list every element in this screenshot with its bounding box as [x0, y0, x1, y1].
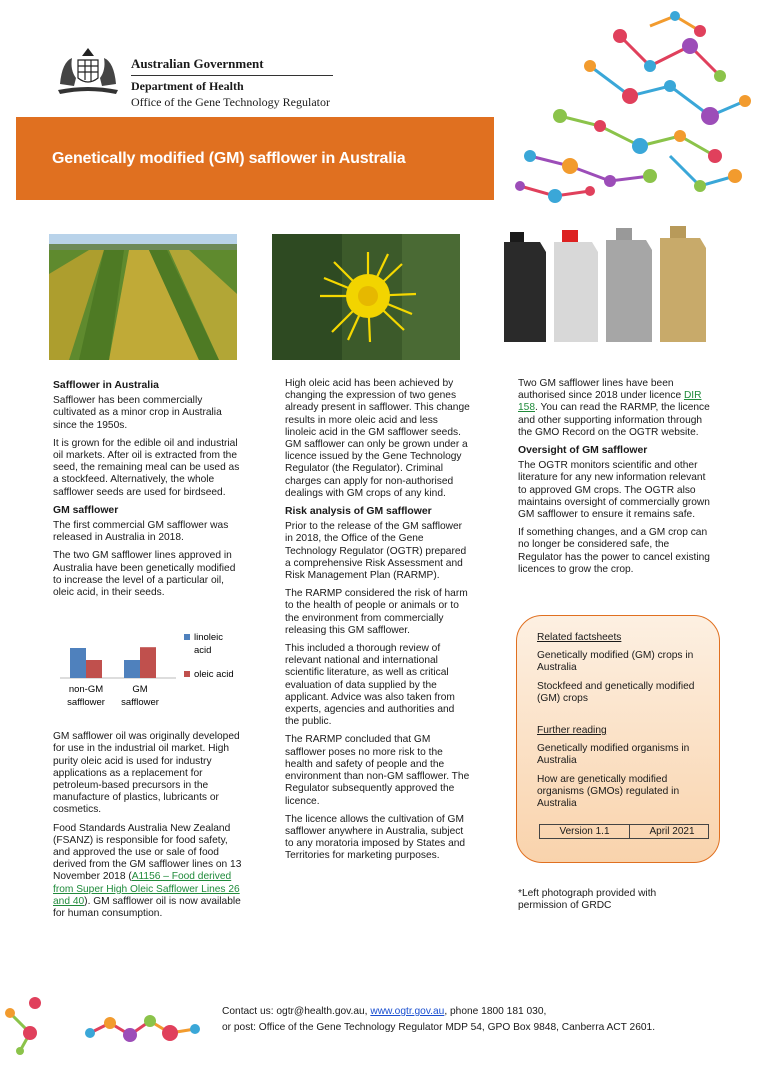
department-name: Department of Health: [131, 79, 244, 93]
related-factsheets-heading: Related factsheets: [537, 632, 622, 643]
paragraph: Safflower has been commercially cultivated as a minor crop in Australia since the 1950s.: [53, 395, 222, 431]
legend-label-oleic: oleic acid: [194, 669, 234, 680]
contact-footer: [222, 1004, 722, 1036]
heading-safflower-in-australia: Safflower in Australia: [53, 380, 159, 391]
paragraph: Prior to the release of the GM safflower in 2018, the Office of the Gene Technology Regulator (OGTR) prepared a comprehensive Risk Assessment and Risk Management Plan (RARMP).: [285, 521, 467, 582]
contact-line-1: Contact us: ogtr@health.gov.au, www.ogtr.gov.au, phone 1800 181 030,: [222, 1006, 547, 1017]
column-2: [285, 378, 471, 869]
paragraph: GM safflower oil was originally developed for use in the industrial oil market. High purity oleic acid is used for industry applications as a replacement for petroleum-based precursors in the manufacture of plastics, lubricants or cosmetics.: [53, 731, 240, 816]
paragraph: It is grown for the edible oil and industrial oil markets. After oil is extracted from the seed, the remaining meal can be used as a stockfeed. Alternatively, the whole safflower seeds are used for birdseed.: [53, 437, 240, 498]
government-title: Australian Government: [131, 56, 264, 71]
further-reading-link[interactable]: Genetically modified organisms in Australia: [537, 743, 690, 767]
version-info: [539, 824, 709, 839]
paragraph: The licence allows the cultivation of GM safflower anywhere in Australia, subject to any moratoria imposed by States and Territories for marketing purposes.: [285, 813, 466, 862]
paragraph: The RARMP concluded that GM safflower poses no more risk to the health and safety of people and the environment than non-GM safflower. The Regulator subsequently approved the licence.: [285, 734, 470, 807]
bar-linoleic-acid-0: [70, 648, 86, 678]
paragraph: High oleic acid has been achieved by changing the expression of two genes already present in safflower. This change results in more oleic acid and less linoleic acid in the GM safflower seeds. GM safflower can only be grown under a licence issued by the Gene Technology Regulator (the Regulator). Criminal charges can apply for non-authorised dealings with GM crops of any kind.: [285, 378, 470, 499]
version-label: Version 1.1: [540, 825, 630, 838]
safflower-flower-photo: [272, 234, 460, 360]
fsanz-a1156-link[interactable]: A1156 – Food derived from Super High Oleic Safflower Lines 26 and 40: [53, 871, 240, 907]
coat-of-arms-logo: [52, 44, 124, 100]
tick-label: safflower: [121, 697, 159, 708]
related-link[interactable]: Genetically modified (GM) crops in Australia: [537, 650, 694, 674]
office-name: Office of the Gene Technology Regulator: [131, 95, 330, 109]
tick-label: safflower: [67, 697, 105, 708]
paragraph: If something changes, and a GM crop can no longer be considered safe, the Regulator has the power to cancel existing licences to grow the crop.: [518, 527, 710, 575]
legend-swatch-linoleic: [184, 634, 190, 640]
safflower-field-photo: [49, 234, 237, 360]
molecule-graphic: [500, 6, 760, 216]
paragraph-licence: Two GM safflower lines have been authorised since 2018 under licence DIR 158. You can read the RARMP, the licence and other supporting information through the GMO Record on the OGTR website.: [518, 378, 710, 438]
oil-bottles-photo: [500, 222, 722, 348]
tick-label: non-GM: [68, 684, 104, 695]
contact-line-2: or post: Office of the Gene Technology Regulator MDP 54, GPO Box 9848, Canberra ACT 2601.: [222, 1022, 656, 1033]
page-title: Genetically modified (GM) safflower in Australia: [52, 150, 406, 167]
title-banner: [16, 117, 494, 200]
ogtr-website-link[interactable]: www.ogtr.gov.au: [370, 1006, 445, 1017]
paragraph: The first commercial GM safflower was released in Australia in 2018.: [53, 520, 229, 544]
header-divider: [131, 75, 333, 76]
bar-oleic-acid-1: [140, 647, 156, 678]
tick-label: GM: [132, 684, 148, 695]
related-link[interactable]: Stockfeed and genetically modified (GM) crops: [537, 680, 695, 704]
paragraph: The RARMP considered the risk of harm to the health of people or animals or to the environment from commercially releasing this GM safflower.: [285, 588, 468, 636]
legend-label-linoleic-2: acid: [194, 645, 212, 656]
government-identifier: [131, 56, 333, 110]
further-reading-link[interactable]: How are genetically modified organisms (GMOs) regulated in Australia: [537, 773, 680, 810]
oleic-acid-chart: [50, 628, 246, 714]
bar-oleic-acid-0: [86, 660, 102, 678]
paragraph-fsanz: Food Standards Australia New Zealand (FSANZ) is responsible for food safety, and approved the use or sale of food derived from the GM safflower lines on 13 November 2018 (A1156 – Food derived from Super High Oleic Safflower Lines 26 and 40). GM safflower oil is now available for human consumption.: [53, 822, 242, 920]
molecule-footer-graphic: [0, 993, 212, 1055]
further-reading-heading: Further reading: [537, 725, 607, 737]
heading-gm-safflower: GM safflower: [53, 504, 119, 516]
heading-oversight: Oversight of GM safflower: [518, 445, 648, 457]
bar-linoleic-acid-1: [124, 660, 140, 678]
heading-risk-analysis: Risk analysis of GM safflower: [285, 506, 432, 518]
paragraph: This included a thorough review of relevant national and international scientific literature, as well as critical evaluation of data supplied by the applicant. Advice was also taken from experts, agencies and authorities and the public.: [285, 643, 455, 728]
related-factsheets-box: [516, 615, 720, 863]
paragraph: The OGTR monitors scientific and other literature for any new information relevant to approved GM crops. The OGTR also maintains oversight of commercially grown GM safflower to ensure it remains safe.: [518, 460, 710, 521]
dir-158-link[interactable]: DIR 158: [518, 390, 702, 414]
legend-label-linoleic-1: linoleic: [194, 632, 224, 643]
paragraph: The two GM safflower lines approved in Australia have been genetically modified to increase the level of a particular oil, oleic acid, in their seeds.: [53, 550, 236, 599]
legend-swatch-oleic: [184, 671, 190, 677]
column-3: [518, 378, 710, 582]
version-date: April 2021: [649, 826, 695, 837]
photo-credit-note: *Left photograph provided with permission of GRDC: [518, 888, 657, 912]
